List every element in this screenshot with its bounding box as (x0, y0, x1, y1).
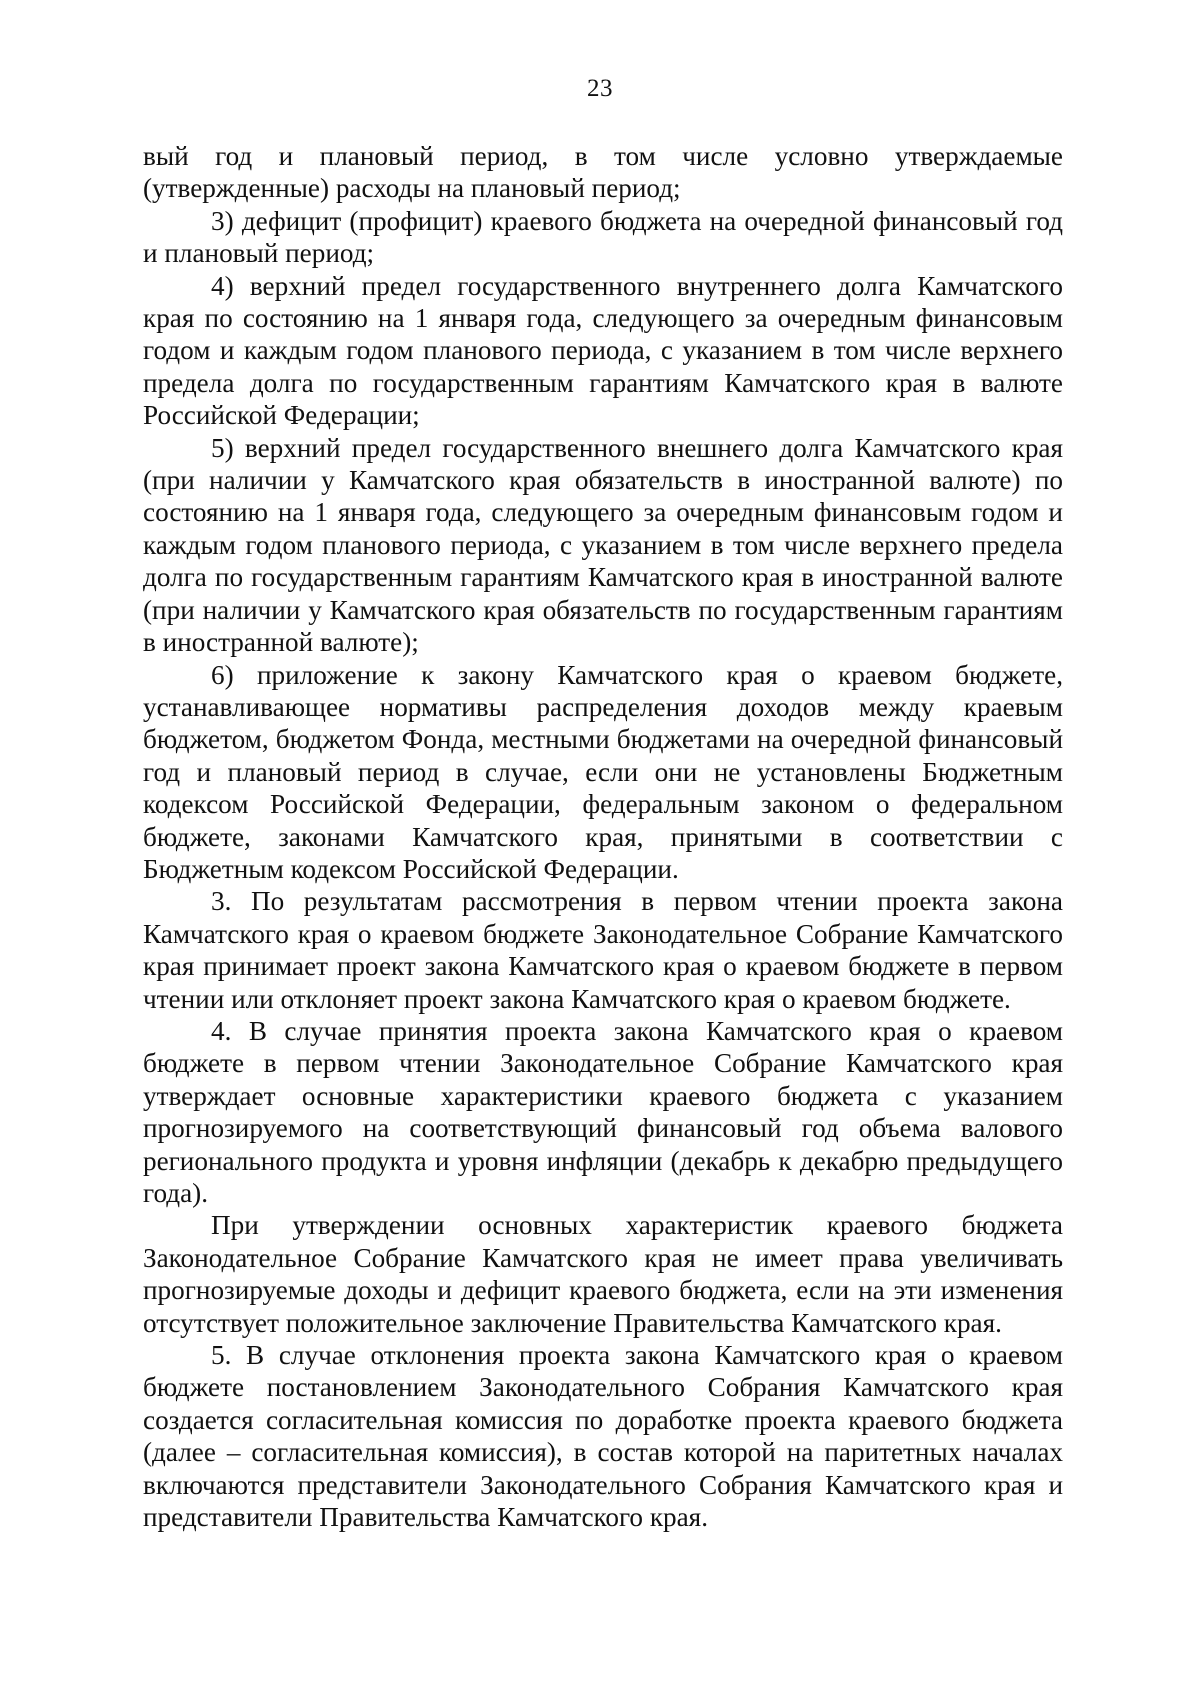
paragraph-clause-3: 3. По результатам рассмотрения в первом чтении проекта закона Камчатского края о краевом бюджете Законодательное Собрание Камчатского края принимает проект закона Камчатского края о краевом бюджете в первом чтении или отклоняет проект закона Камчатского края о краевом бюджете. (143, 886, 1063, 1014)
page-number: 23 (587, 75, 613, 102)
paragraph-continuation: вый год и плановый период, в том числе условно утверждаемые (утвержденные) расходы на плановый период; (143, 141, 1063, 204)
paragraph-clause-4-continued: При утверждении основных характеристик краевого бюджета Законодательное Собрание Камчатского края не имеет права увеличивать прогнозируемые доходы и дефицит краевого бюджета, если на эти изменения отсутствует положительное заключение Правительства Камчатского края. (143, 1210, 1063, 1338)
paragraph-item-3: 3) дефицит (профицит) краевого бюджета на очередной финансовый год и плановый период; (143, 205, 1063, 269)
paragraph-item-6: 6) приложение к закону Камчатского края о краевом бюджете, устанавливающее нормативы распределения доходов между краевым бюджетом, бюджетом Фонда, местными бюджетами на очередной финансовый год и плановый период в случае, если они не установлены Бюджетным кодексом Российской Федерации, федеральным законом о федеральном бюджете, законами Камчатского края, принятыми в соответствии с Бюджетным кодексом Российской Федерации. (143, 659, 1063, 884)
document-body (143, 140, 1063, 1533)
paragraph-clause-5: 5. В случае отклонения проекта закона Камчатского края о краевом бюджете постановлением Законодательного Собрания Камчатского края создается согласительная комиссия по доработке проекта краевого бюджета (далее – согласительная комиссия), в состав которой на паритетных началах включаются представители Законодательного Собрания Камчатского края и представители Правительства Камчатского края. (143, 1340, 1063, 1533)
paragraph-clause-4: 4. В случае принятия проекта закона Камчатского края о краевом бюджете в первом чтении Законодательное Собрание Камчатского края утверждает основные характеристики краевого бюджета с указанием прогнозируемого на соответствующий финансовый год объема валового регионального продукта и уровня инфляции (декабрь к декабрю предыдущего года). (143, 1015, 1063, 1208)
paragraph-item-4: 4) верхний предел государственного внутреннего долга Камчатского края по состоянию на 1 января года, следующего за очередным финансовым годом и каждым годом планового периода, с указанием в том числе верхнего предела долга по государственным гарантиям Камчатского края в валюте Российской Федерации; (143, 270, 1063, 431)
paragraph-item-5: 5) верхний предел государственного внешнего долга Камчатского края (при наличии у Камчатского края обязательств в иностранной валюте) по состоянию на 1 января года, следующего за очередным финансовым годом и каждым годом планового периода, с указанием в том числе верхнего предела долга по государственным гарантиям Камчатского края в иностранной валюте (при наличии у Камчатского края обязательств по государственным гарантиям в иностранной валюте); (143, 432, 1063, 658)
